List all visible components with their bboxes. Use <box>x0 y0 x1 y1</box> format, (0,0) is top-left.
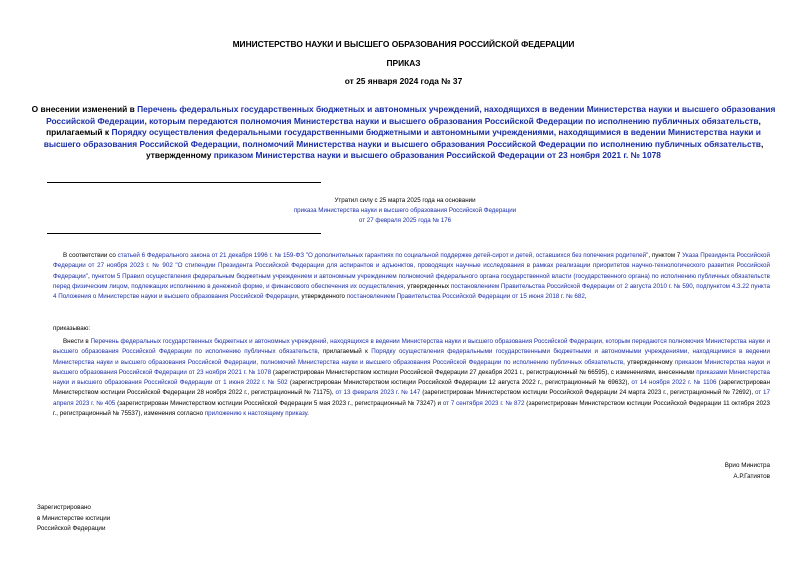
lost-force-text: Утратил силу с 25 марта 2025 года на основании <box>334 197 476 204</box>
order-word: приказываю: <box>53 325 91 332</box>
resolution-590-link[interactable]: постановлением Правительства Российской Федерации от 2 августа 2010 г. № 590 <box>450 282 693 290</box>
main-text: (зарегистрирован Министерством юстиции Российской Федерации 27 декабря 2021 г., регистрационный № 66595), с изменениями, внесенными <box>271 368 697 376</box>
main-text: . <box>307 410 309 418</box>
order-502-link[interactable]: приказами Министерства науки и высшего образования Российской Федерации от 1 июня 2022 г. № 502 <box>53 368 771 387</box>
main-text: (зарегистрирован Министерством юстиции Российской Федерации 5 мая 2023 г., регистрационный № 73247) и <box>115 399 443 407</box>
title-text: , прилагаемый к <box>46 115 761 138</box>
lost-force-link[interactable]: приказа Министерства науки и высшего образования Российской Федерации <box>293 207 517 214</box>
preamble-text: , утвержденных <box>403 282 451 290</box>
main-text: (зарегистрирован Министерством юстиции Российской Федерации 11 октября 2023 г., регистрационный № 75537), изменения согласно <box>53 399 771 418</box>
preamble-text: , <box>692 282 697 290</box>
resolution-682-link[interactable]: постановлением Правительства Российской Федерации от 15 июня 2018 г. № 682 <box>346 293 585 301</box>
registration-line: в Министерстве юстиции <box>37 514 111 522</box>
order-1078-link[interactable]: приказом Министерства науки и высшего образования Российской Федерации от 23 ноября 2021 г. № 1078 <box>53 358 770 376</box>
regulation-link[interactable]: подпунктом 4.3.22 пункта 4 Положения о Министерстве науки и высшего образования Российской Федерации <box>53 282 770 301</box>
title-text: , утвержденному <box>146 138 764 161</box>
procedure-link[interactable]: Порядку осуществления федеральными государственными бюджетными и автономными учреждениями, находящимися в ведении Министерства науки и высшего образования Российской Федерации, полномочий Министерства науки и высшего образования Российской Федерации по исполнению публичных обязательств <box>53 348 771 366</box>
main-text: (зарегистрирован Министерством юстиции Российской Федерации 28 ноября 2022 г., регистрационный № 71175), <box>53 379 770 397</box>
document-type: ПРИКАЗ <box>386 58 421 68</box>
preamble-text: , пунктом 7 <box>648 252 683 259</box>
preamble-text: В соответствии со <box>63 252 118 259</box>
preamble-paragraph <box>53 251 770 302</box>
list-link[interactable]: Перечень федеральных государственных бюджетных и автономных учреждений, находящихся в ведении Министерства науки и высшего образования Российской Федерации, которым передаются полномочия Министерства науки и высшего образования Российской Федерации по исполнению публичных обязательств <box>53 338 770 356</box>
lost-force-link-date[interactable]: от 27 февраля 2025 года № 176 <box>358 217 452 224</box>
appendix-link[interactable]: приложению к настоящему приказу <box>204 410 308 418</box>
main-text: Внести в <box>63 338 91 345</box>
title-link-list[interactable]: Перечень федеральных государственных бюджетных и автономных учреждений, находящихся в ведении Министерства науки и высшего образования Российской Федерации, которым передаются полномочия Министерства науки и высшего образования Российской Федерации по исполнению публичных обязательств <box>46 104 776 126</box>
title-link-order[interactable]: приказом Министерства науки и высшего образования Российской Федерации от 23 ноября 2021 г. № 1078 <box>213 150 661 161</box>
document-date-number: от 25 января 2024 года № 37 <box>344 76 463 86</box>
decree-link[interactable]: Указа Президента Российской Федерации от 27 ноября 2023 г. № 902 "О стипендии Президента Российской Федерации для аспирантов и адъюнктов, проводящих научные исследования в рамках реализации приоритетов научно-технологического развития Российской Федерации" <box>53 252 770 280</box>
title-text: О внесении изменений в <box>31 104 138 114</box>
law-link[interactable]: статьей 6 Федерального закона от 21 декабря 1996 г. № 159-ФЗ "О дополнительных гарантиях по социальной поддержке детей-сирот и детей, оставшихся без попечения родителей" <box>117 252 649 259</box>
ministry-heading: МИНИСТЕРСТВО НАУКИ И ВЫСШЕГО ОБРАЗОВАНИЯ РОССИЙСКОЙ ФЕДЕРАЦИИ <box>232 39 575 49</box>
registration-block <box>37 503 110 535</box>
order-872-link[interactable]: от 7 сентября 2023 г. № 872 <box>442 399 525 407</box>
signer-position: Врио Министра <box>724 462 770 469</box>
order-1106-link[interactable]: от 14 ноября 2022 г. № 1106 <box>631 379 717 387</box>
signer-name: А.Р.Гатиятов <box>733 472 770 480</box>
divider-bottom <box>47 233 321 234</box>
rules-link[interactable]: пунктом 5 Правил осуществления федеральным бюджетным учреждением и автономным учреждением полномочий федерального органа государственной власти (государственного органа) по исполнению публичных обязательств перед физическим лицом, подлежащих исполнению в денежной форме, и финансового обеспечения их осуществления <box>53 272 770 290</box>
main-text: , прилагаемый к <box>317 348 372 356</box>
registration-line: Зарегистрировано <box>37 504 91 511</box>
main-text: , утвержденному <box>623 358 675 366</box>
preamble-text: , утвержденного <box>297 293 347 301</box>
preamble-text: , <box>87 272 92 280</box>
main-text: (зарегистрирован Министерством юстиции Российской Федерации 12 августа 2022 г., регистрационный № 69632), <box>287 379 632 387</box>
title-link-procedure[interactable]: Порядку осуществления федеральными государственными бюджетными и автономными учреждениями, находящимися в ведении Министерства науки и высшего образования Российской Федерации, полномочий Министерства науки и высшего образования Российской Федерации по исполнению публичных обязательств <box>43 127 761 149</box>
preamble-text: , <box>584 293 587 301</box>
lost-force-note <box>260 196 550 226</box>
order-147-link[interactable]: от 13 февраля 2023 г. № 147 <box>335 389 421 397</box>
document-title <box>28 104 779 162</box>
order-405-link[interactable]: от 17 апреля 2023 г. № 405 <box>53 389 770 407</box>
registration-line: Российской Федерации <box>37 525 106 532</box>
main-text: (зарегистрирован Министерством юстиции Российской Федерации 24 марта 2023 г., регистрационный № 72692), <box>420 389 755 397</box>
main-paragraph <box>53 337 770 419</box>
signer-block <box>725 461 770 482</box>
divider-top <box>47 182 321 183</box>
